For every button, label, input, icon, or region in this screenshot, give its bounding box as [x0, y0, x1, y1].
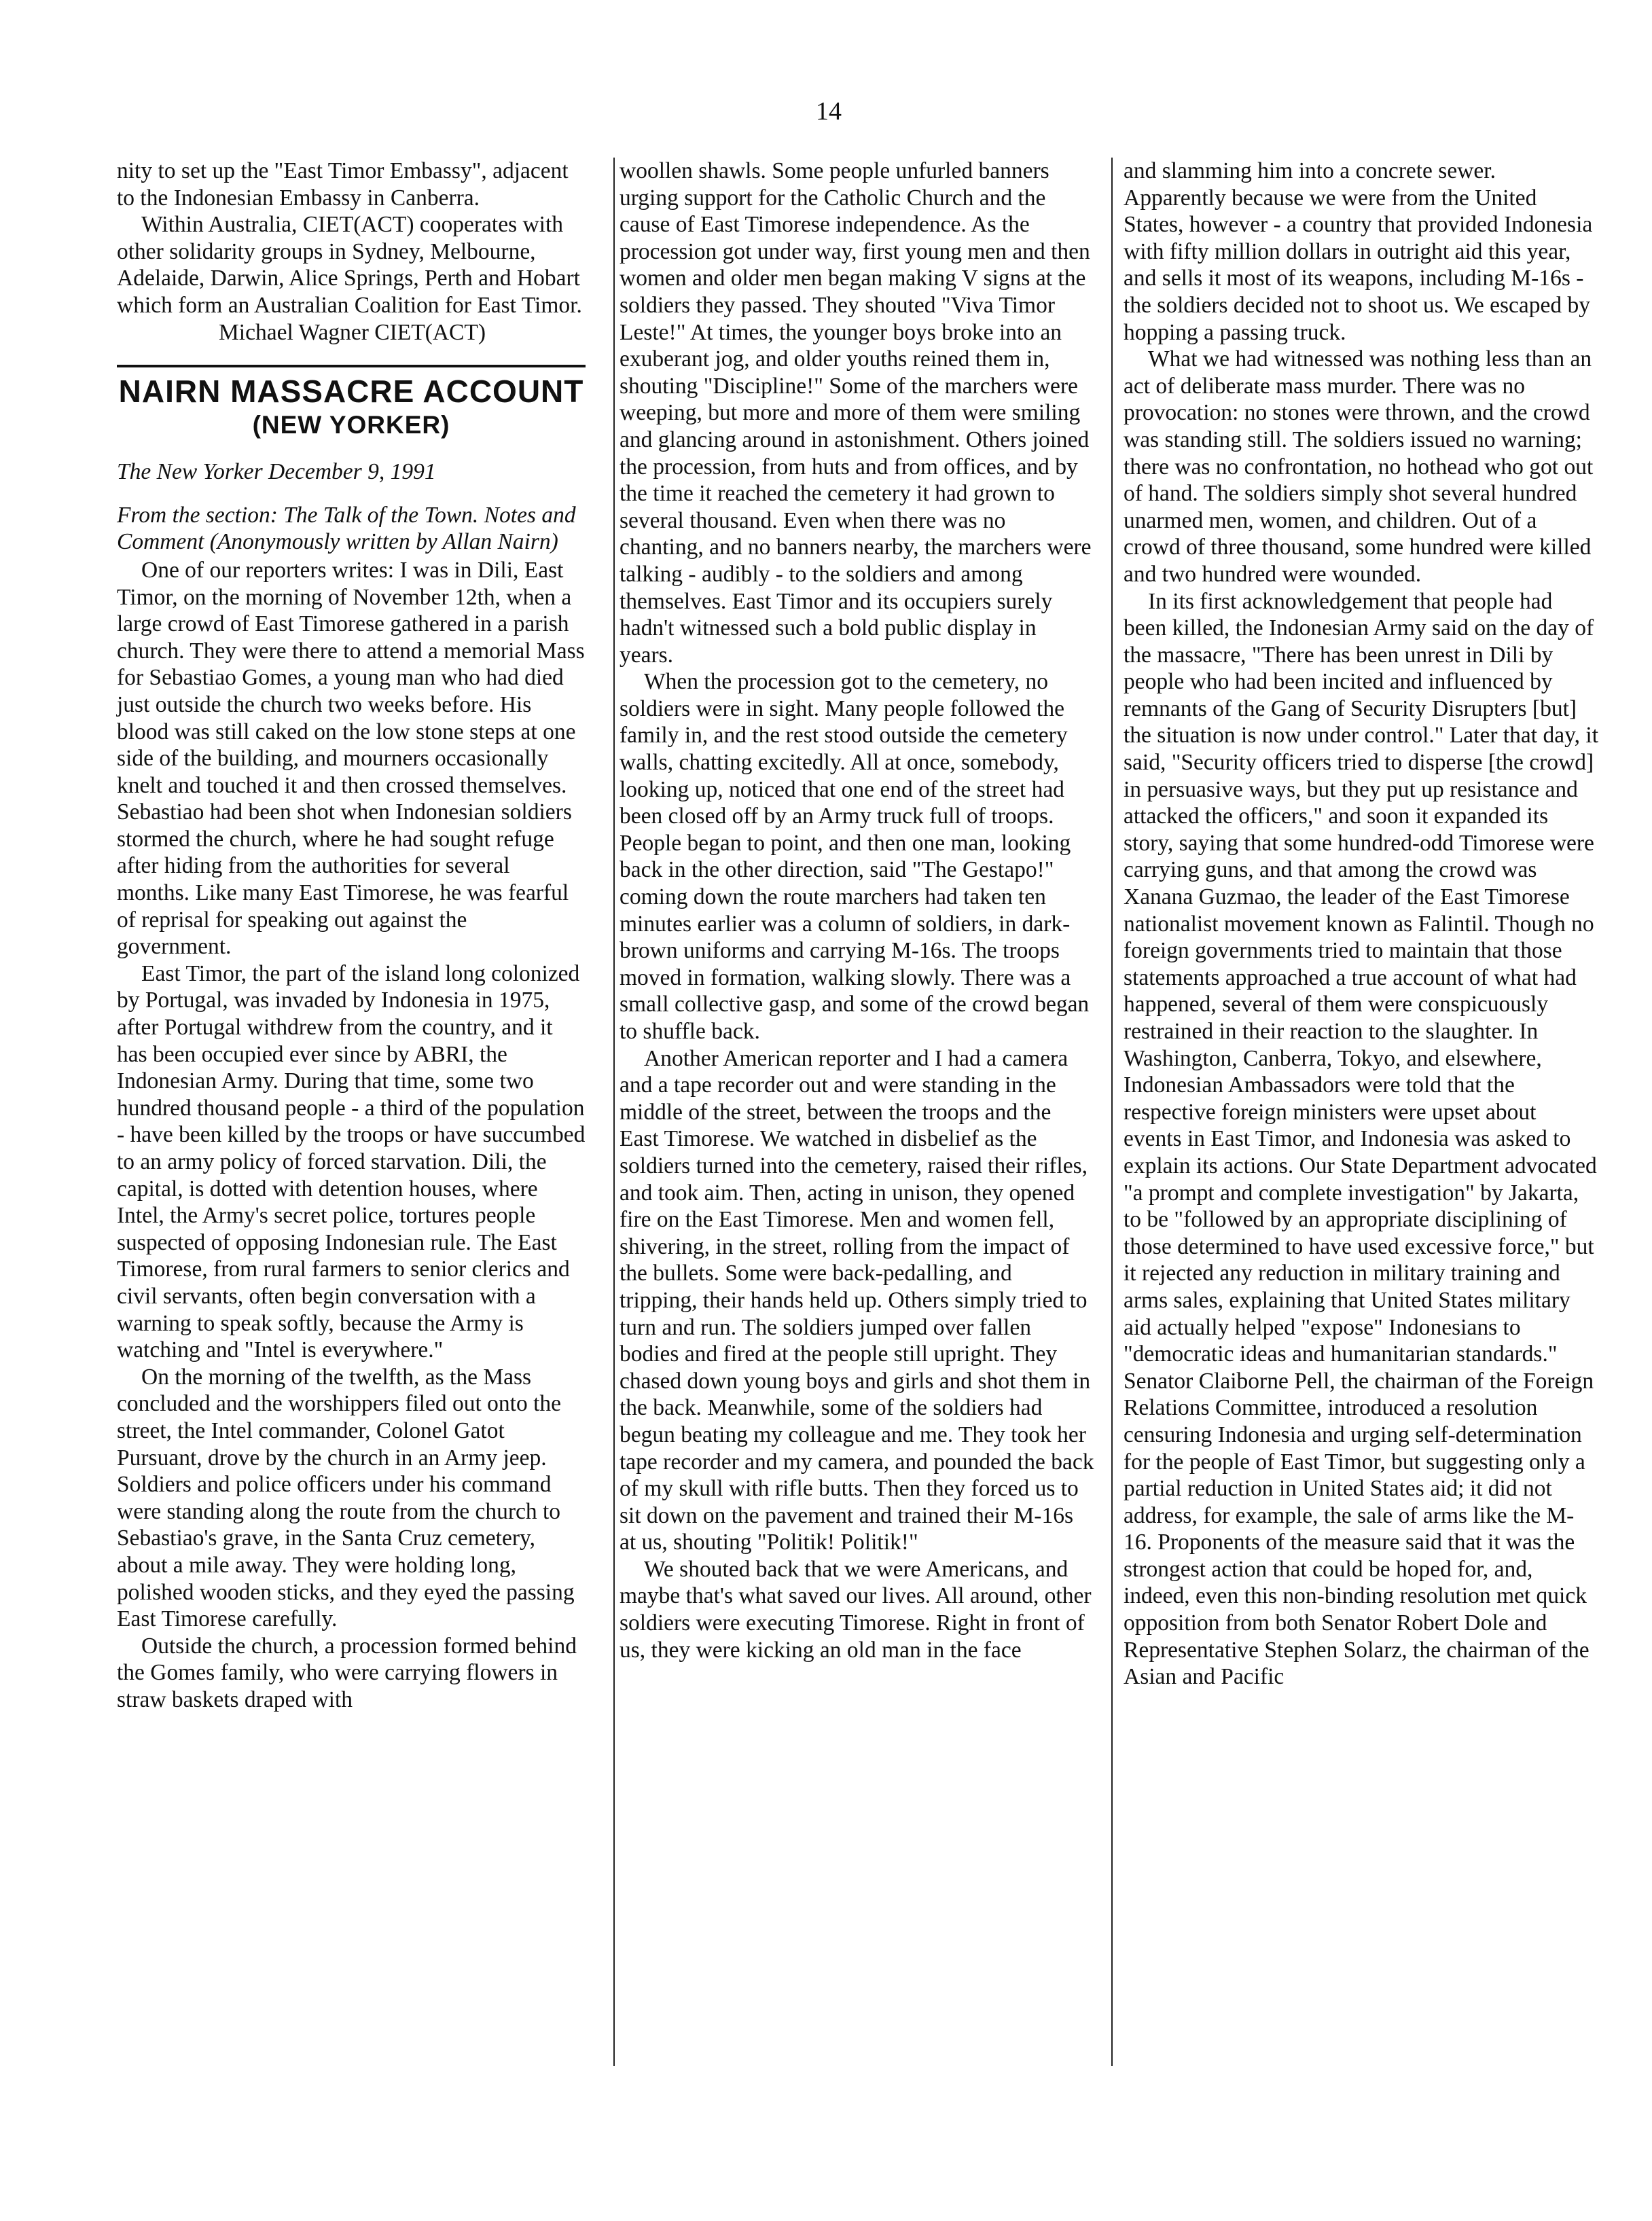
column-left — [117, 158, 586, 1713]
headline-rule — [117, 365, 586, 367]
intro-paragraph: nity to set up the "East Timor Embassy", adjacent to the Indonesian Embassy in Canberra. — [117, 158, 569, 211]
article-subhead: (NEW YORKER) — [252, 411, 450, 439]
article-headline: NAIRN MASSACRE ACCOUNT — [118, 374, 584, 410]
source-line: The New Yorker December 9, 1991 — [117, 459, 436, 485]
body-paragraph: We shouted back that we were Americans, and maybe that's what saved our lives. All around, other soldiers were executing Timorese. Right in front of us, they were kicking an old man in the face — [620, 1556, 1092, 1663]
body-paragraph: On the morning of the twelfth, as the Mass concluded and the worshippers filed out onto the street, the Intel commander, Colonel Gatot Pursuant, drove by the church in an Army jeep. Soldiers and police officers under his command were standing along the route from the church to Sebastiao's grave, in the Santa Cruz cemetery, about a mile away. They were holding long, polished wooden sticks, and they eyed the passing East Timorese carefully. — [117, 1364, 575, 1632]
column-middle — [620, 158, 1095, 1663]
body-paragraph: When the procession got to the cemetery, no soldiers were in sight. Many people followed the family in, and the rest stood outside the cemetery walls, chatting excitedly. All at once, somebody, looking up, noticed that one end of the street had been closed off by an Army truck full of troops. People began to point, and then one man, looking back in the other direction, said "The Gestapo!" coming down the route marchers had taken ten minutes earlier was a column of soldiers, in dark-brown uniforms and carrying M-16s. The troops moved in formation, walking slowly. There was a small collective gasp, and some of the crowd began to shuffle back. — [620, 669, 1090, 1044]
column-divider — [1111, 158, 1113, 2066]
article-signature: Michael Wagner CIET(ACT) — [219, 319, 486, 345]
body-paragraph: Outside the church, a procession formed behind the Gomes family, who were carrying flowers in straw baskets draped with — [117, 1633, 577, 1712]
column-divider — [613, 158, 615, 2066]
intro-paragraph: Within Australia, CIET(ACT) cooperates with other solidarity groups in Sydney, Melbourne, Adelaide, Darwin, Alice Springs, Perth and Hobart which form an Australian Coalition for East Timor. — [117, 212, 582, 318]
body-paragraph: Another American reporter and I had a camera and a tape recorder out and were standing in the middle of the street, between the troops and the East Timorese. We watched in disbelief as the soldiers turned into the cemetery, raised their rifles, and took aim. Then, acting in unison, they opened fire on the East Timorese. Men and women fell, shivering, in the street, rolling from the impact of the bullets. Some were back-pedalling, and tripping, their hands held up. Others simply tried to turn and run. The soldiers jumped over fallen bodies and fired at the people still upright. They chased down young boys and girls and shot them in the back. Meanwhile, some of the soldiers had begun beating my colleague and me. They took her tape recorder and my camera, and pounded the back of my skull with rifle butts. Then they forced us to sit down on the pavement and trained their M-16s at us, shouting "Politik! Politik!" — [620, 1045, 1094, 1555]
column-right — [1124, 158, 1599, 1691]
body-paragraph: woollen shawls. Some people unfurled banners urging support for the Catholic Church and the cause of East Timorese independence. As the procession got under way, first young men and then women and older men began making V signs at the soldiers they passed. They shouted "Viva Timor Leste!" At times, the younger boys broke into an exuberant jog, and older youths reined them in, shouting "Discipline!" Some of the marchers were weeping, but more and more of them were smiling and glancing around in astonishment. Others joined the procession, from huts and from offices, and by the time it reached the cemetery it had grown to several thousand. Even when there was no chanting, and no banners nearby, the marchers were talking - audibly - to the soldiers and among themselves. East Timor and its occupiers surely hadn't witnessed such a bold public display in years. — [620, 158, 1092, 668]
page-number: 14 — [816, 97, 842, 126]
body-paragraph: What we had witnessed was nothing less than an act of deliberate mass murder. There was no provocation: no stones were thrown, and the crowd was standing still. The soldiers issued no warning; there was no confrontation, no hothead who got out of hand. The soldiers simply shot several hundred unarmed men, women, and children. Out of a crowd of three thousand, some hundred were killed and two hundred were wounded. — [1124, 346, 1594, 587]
body-paragraph: One of our reporters writes: I was in Dili, East Timor, on the morning of November 12th, when a large crowd of East Timorese gathered in a parish church. They were there to attend a memorial Mass for Sebastiao Gomes, a young man who had died just outside the church two weeks before. His blood was still caked on the low stone steps at one side of the building, and mourners occasionally knelt and touched it and then crossed themselves. Sebastiao had been shot when Indonesian soldiers stormed the church, where he had sought refuge after hiding from the authorities for several months. Like many East Timorese, he was fearful of reprisal for speaking out against the government. — [117, 557, 585, 960]
section-line: From the section: The Talk of the Town. Notes and Comment (Anonymously written by Allan Nairn) — [117, 502, 576, 555]
body-paragraph: and slamming him into a concrete sewer. Apparently because we were from the United States, however - a country that provided Indonesia with fifty million dollars in outright aid this year, and sells it most of its weapons, including M-16s - the soldiers decided not to shoot us. We escaped by hopping a passing truck. — [1124, 158, 1593, 345]
body-paragraph: In its first acknowledgement that people had been killed, the Indonesian Army said on the day of the massacre, "There has been unrest in Dili by people who had been incited and influenced by remnants of the Gang of Security Disrupters [but] the situation is now under control." Later that day, it said, "Security officers tried to disperse [the crowd] in persuasive ways, but they put up resistance and attacked the officers," and soon it expanded its story, saying that some hundred-odd Timorese were carrying guns, and that among the crowd was Xanana Guzmao, the leader of the East Timorese nationalist movement known as Falintil. Though no foreign governments tried to maintain that those statements approached a true account of what had happened, several of them were conspicuously restrained in their reaction to the slaughter. In Washington, Canberra, Tokyo, and elsewhere, Indonesian Ambassadors were told that the respective foreign ministers were upset about events in East Timor, and Indonesia was asked to explain its actions. Our State Department advocated "a prompt and complete investigation" by Jakarta, to be "followed by an appropriate disciplining of those determined to have used excessive force," but it rejected any reduction in military training and arms sales, explaining that United States military aid actually helped "expose" Indonesians to "democratic ideas and humanitarian standards." Senator Claiborne Pell, the chairman of the Foreign Relations Committee, introduced a resolution censuring Indonesia and urging self-determination for the people of East Timor, but suggesting only a partial reduction in United States aid; it did not address, for example, the sale of arms like the M-16. Proponents of the measure said that it was the strongest action that could be hoped for, and, indeed, even this non-binding resolution met quick opposition from both Senator Robert Dole and Representative Stephen Solarz, the chairman of the Asian and Pacific — [1124, 588, 1599, 1690]
body-paragraph: East Timor, the part of the island long colonized by Portugal, was invaded by Indonesia in 1975, after Portugal withdrew from the country, and it has been occupied ever since by ABRI, the Indonesian Army. During that time, some two hundred thousand people - a third of the population - have been killed by the troops or have succumbed to an army policy of forced starvation. Dili, the capital, is dotted with detention houses, where Intel, the Army's secret police, tortures people suspected of opposing Indonesian rule. The East Timorese, from rural farmers to senior clerics and civil servants, often begin conversation with a warning to speak softly, because the Army is watching and "Intel is everywhere." — [117, 960, 586, 1363]
